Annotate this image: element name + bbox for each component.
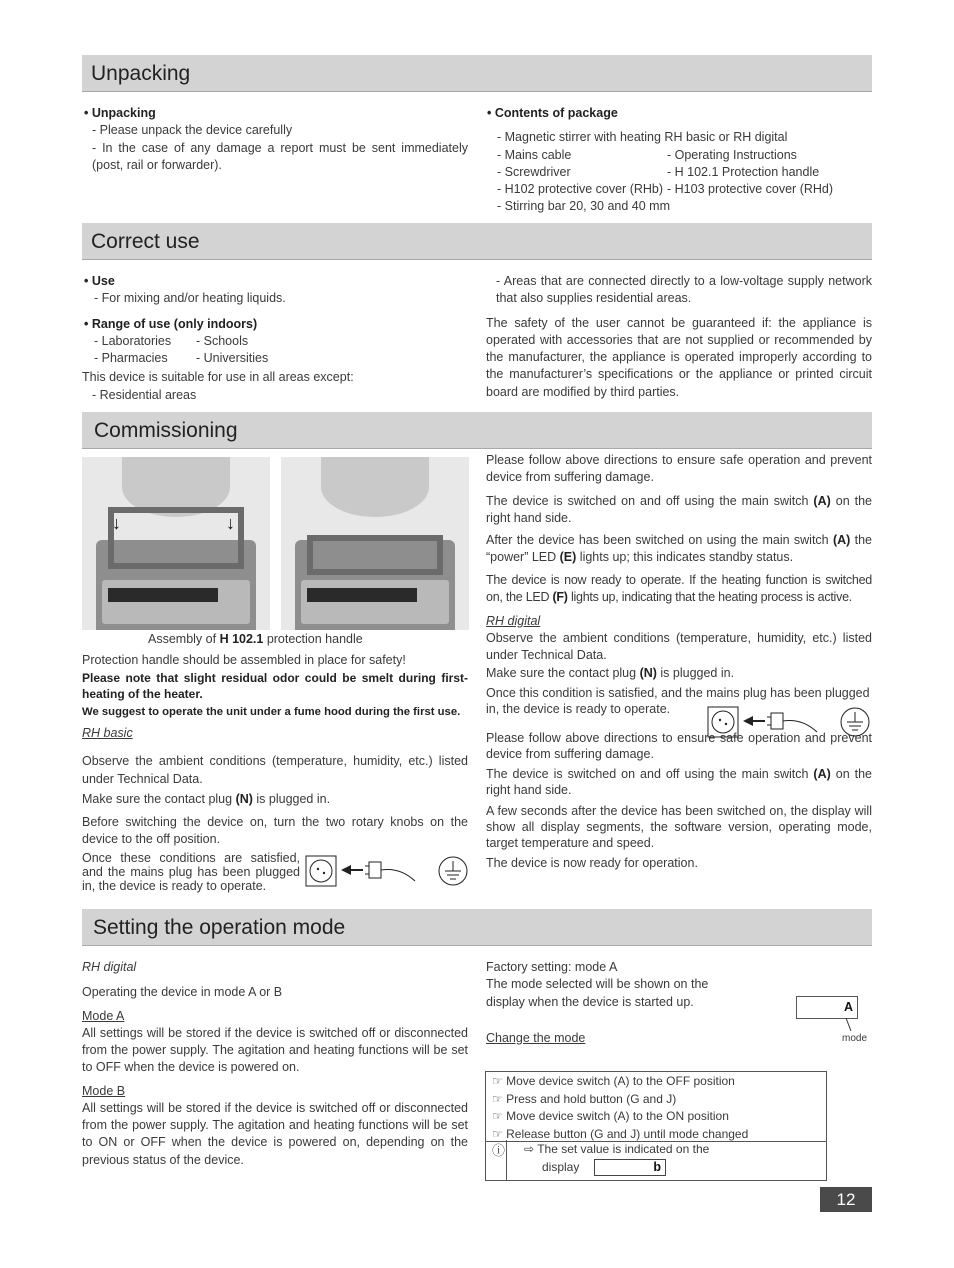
commissioning-text (486, 572, 872, 607)
section-header-correct-use (82, 223, 872, 260)
digital-text: A few seconds after the device has been switched on, the display will show all display segments, the software version, operating mode, target temperature and speed. (486, 803, 872, 850)
display-mode-b (594, 1159, 666, 1176)
contents-item: - H 102.1 Protection handle (667, 164, 820, 179)
pointing-hand-icon: ☞ (492, 1109, 503, 1123)
step-text: Move device switch (A) to the OFF position (506, 1074, 735, 1088)
digital-text (486, 665, 872, 682)
suitable-text: This device is suitable for use in all areas except: (82, 370, 354, 385)
rh-digital-heading: RH digital (486, 614, 541, 628)
contents-item: - H103 protective cover (RHd) (667, 182, 834, 196)
page-number: 12 (820, 1187, 872, 1212)
basic-text (82, 791, 468, 808)
text-bold: (A) (813, 493, 831, 508)
use-heading: • Use (84, 274, 115, 288)
photo-caption (82, 631, 468, 648)
steps-list (486, 1072, 826, 1142)
arrow-right-icon: ⇨ (524, 1142, 535, 1156)
text: lights up; this indicates standby status. (576, 550, 794, 565)
text: on the right hand side. (486, 493, 872, 525)
section-header-commissioning (82, 412, 872, 449)
info-text (524, 1141, 709, 1158)
text: The device is switched on and off using the main switch (486, 767, 814, 781)
rh-basic-heading: RH basic (82, 726, 133, 741)
info-display-label: display (542, 1160, 580, 1174)
section-title: Unpacking (91, 62, 191, 85)
commissioning-right (486, 452, 872, 873)
digital-text: The device is now ready for operation. (486, 856, 698, 871)
info-icon: ⓘ (492, 1143, 506, 1158)
step-text: Release button (G and J) until mode changed (506, 1126, 749, 1141)
contents-row (487, 164, 872, 181)
contents-item: - Mains cable (497, 147, 572, 162)
info-line: The set value is indicated on the (537, 1142, 710, 1156)
pointer-line-icon (844, 1017, 856, 1033)
range-row (82, 350, 468, 367)
text: Make sure the contact plug (486, 665, 640, 680)
basic-text: Before switching the device on, turn the two rotary knobs on the device to the off position. (82, 815, 468, 847)
correct-use-right (486, 273, 872, 401)
range-item: - Schools (196, 333, 249, 348)
range-heading: • Range of use (only indoors) (84, 316, 258, 331)
step-item (486, 1073, 826, 1091)
mode-label: mode (842, 1033, 868, 1044)
plug-symbols-basic (305, 855, 470, 894)
text: The device is switched on and off using the main switch (486, 493, 814, 508)
mode-intro: Operating the device in mode A or B (82, 985, 283, 1000)
display-mode-a (796, 996, 858, 1019)
text-bold: (E) (559, 550, 577, 565)
digital-text (486, 766, 872, 799)
text: The device is now ready to operate. If the heating function is switched on, the LED (486, 572, 872, 604)
range-item: - Laboratories (94, 333, 172, 348)
operation-mode-left (82, 959, 468, 1169)
text: Make sure the contact plug (82, 791, 236, 806)
digital-text: Observe the ambient conditions (temperature, humidity, etc.) listed under Technical Data. (486, 631, 872, 662)
contents-of-package (487, 105, 872, 216)
fume-hood-note: We suggest to operate the unit under a fume hood during the first use. (82, 705, 461, 718)
factory-setting: Factory setting: mode A (486, 960, 618, 974)
caption-bold: H 102.1 (219, 632, 264, 646)
safety-text: The safety of the user cannot be guaranteed if: the appliance is operated with accessories that are not supplied or recommended by the manufacturer, the appliance is operated improperly according to the manufacturer’s specifications or the appliance or printed circuit board are modified by third parties. (486, 315, 872, 399)
caption-text: protection handle (263, 632, 363, 646)
section-title: Setting the operation mode (93, 916, 346, 939)
section-header-operation-mode (82, 909, 872, 946)
unpacking-left (84, 105, 468, 174)
odor-warning: Please note that slight residual odor could be smelt during first-heating of the heater. (82, 670, 468, 702)
info-divider (506, 1140, 507, 1180)
step-text: Press and hold button (G and J) (506, 1091, 677, 1106)
mains-plug-icon (305, 855, 470, 889)
pointing-hand-icon: ☞ (492, 1091, 503, 1106)
digital-text: Once this condition is satisfied, and the mains plug has been plugged in, the device is ready to operate. (486, 686, 870, 717)
step-item (486, 1108, 826, 1126)
commissioning-text: Please follow above directions to ensure safe operation and prevent device from suffering damage. (486, 453, 872, 485)
contents-item: - Screwdriver (497, 164, 571, 179)
photo-handle-assembly-after (281, 457, 469, 630)
pointing-hand-icon: ☞ (492, 1074, 503, 1088)
mode-b-heading: Mode B (82, 1083, 126, 1098)
mains-plug-icon (707, 706, 872, 740)
mode-a-heading: Mode A (82, 1008, 125, 1023)
unpacking-item: - Please unpack the device carefully (92, 123, 293, 138)
text: After the device has been switched on using the main switch (486, 533, 833, 547)
step-item (486, 1091, 826, 1109)
range-item: - Pharmacies (94, 351, 168, 365)
contents-item: - Operating Instructions (667, 147, 797, 162)
text: is plugged in. (656, 665, 735, 680)
display-value: A (843, 1000, 853, 1014)
pointing-hand-icon: ☞ (492, 1126, 503, 1141)
caption-text: Assembly of (148, 632, 220, 646)
except-item: - Residential areas (92, 387, 197, 402)
section-title: Correct use (91, 230, 200, 253)
display-value: b (653, 1160, 661, 1174)
change-mode-heading: Change the mode (486, 1030, 586, 1045)
use-item: - For mixing and/or heating liquids. (94, 291, 286, 306)
range-item: - Universities (196, 351, 269, 365)
text: on the right hand side. (486, 767, 872, 798)
commissioning-text (486, 493, 872, 528)
contents-item: - H102 protective cover (RHb) (497, 182, 664, 196)
mode-a-text: All settings will be stored if the device is switched off or disconnected from the power supply. The agitation and heating functions will be set to OFF when the device is powered on. (82, 1025, 468, 1075)
mode-shown-text: The mode selected will be shown on the display when the device is started up. (486, 977, 709, 1009)
text-bold: (N) (235, 791, 253, 806)
commissioning-text (486, 532, 872, 567)
assembled-text: Protection handle should be assembled in place for safety! (82, 653, 406, 668)
except-item: - Areas that are connected directly to a low-voltage supply network that also supplies residential areas. (496, 274, 872, 306)
unpacking-heading: • Unpacking (84, 106, 156, 120)
basic-text: Observe the ambient conditions (temperature, humidity, etc.) listed under Technical Data. (82, 754, 468, 786)
digital-text: Please follow above directions to ensure safe operation and prevent device from suffering damage. (486, 730, 872, 761)
operation-mode-right (486, 959, 736, 1047)
mode-b-text: All settings will be stored if the device is switched off or disconnected from the power supply. The agitation and heating functions will be set to ON or OFF when the device is powered on, depending on the previous status of the device. (82, 1100, 468, 1167)
basic-text: Once these conditions are satisfied, and the mains plug has been plugged in, the device is ready to operate. (82, 850, 300, 894)
correct-use-left (82, 273, 468, 404)
arrow-down-icon: ↓ (226, 513, 235, 533)
contents-row (487, 147, 872, 164)
text: is plugged in. (252, 791, 331, 806)
text: the “power” LED (486, 533, 872, 565)
unpacking-item: - In the case of any damage a report must be sent immediately (post, rail or forwarder). (92, 140, 468, 172)
arrow-down-icon: ↓ (112, 513, 121, 533)
plug-symbols-digital (707, 706, 872, 745)
text-bold: (A) (813, 767, 831, 781)
section-header-unpacking (82, 55, 872, 92)
contents-item: - Magnetic stirrer with heating RH basic or RH digital (497, 130, 788, 145)
contents-heading: • Contents of package (487, 106, 618, 120)
text-bold: (A) (832, 533, 851, 547)
text: lights up, indicating that the heating process is active. (567, 589, 853, 604)
rh-digital-label: RH digital (82, 960, 137, 974)
contents-item: - Stirring bar 20, 30 and 40 mm (497, 199, 670, 214)
text-bold: (F) (552, 589, 568, 604)
contents-row (487, 181, 872, 198)
section-title: Commissioning (94, 419, 238, 442)
change-mode-steps-box (485, 1071, 827, 1181)
step-text: Move device switch (A) to the ON position (506, 1109, 729, 1123)
text-bold: (N) (639, 665, 657, 680)
photo-handle-assembly-before (82, 457, 270, 630)
range-row (82, 333, 468, 350)
